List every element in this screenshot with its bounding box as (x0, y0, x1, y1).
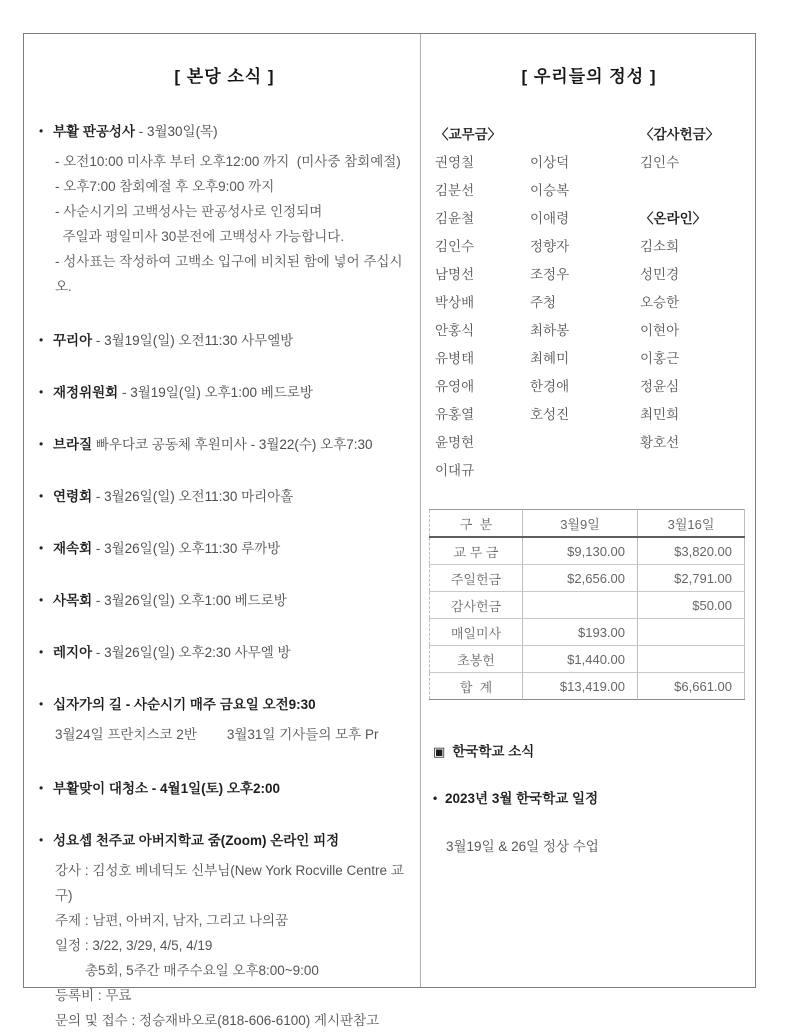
item-subline: 강사 : 김성호 베네딕도 신부님(New York Rocville Centre 교구) (55, 863, 404, 903)
row-label-cell: 매일미사 (430, 619, 523, 646)
item-text: 빠우다코 공동체 후원미사 - 3월22(수) 오후7:30 (92, 437, 373, 452)
parish-news-section (24, 34, 421, 1028)
item-title: 부활 판공성사 (53, 124, 135, 139)
row-label-cell: 감사헌금 (430, 592, 523, 619)
item-subline: 일정 : 3/22, 3/29, 4/5, 4/19 (55, 938, 213, 953)
item-sublines (39, 722, 410, 747)
table-header-row (430, 510, 745, 538)
bullet-item (39, 830, 410, 1033)
name-cell: 유홍열 (435, 407, 475, 422)
bullet-item (39, 694, 410, 747)
bullet-item-line (39, 778, 410, 799)
bullet-icon: • (39, 124, 44, 138)
korean-school-schedule-title (433, 787, 745, 807)
bullet-item-line (39, 330, 410, 351)
name-cell (640, 177, 745, 205)
item-title: 브라질 (53, 437, 93, 452)
item-title: 재속회 (53, 541, 93, 556)
amount-cell (523, 592, 638, 619)
item-subline: 등록비 : 무료 (55, 988, 132, 1003)
name-cell: 유영애 (435, 379, 475, 394)
name-cell: 최민희 (640, 407, 680, 422)
item-subline: - 오후7:00 참회예절 후 오후9:00 까지 (55, 179, 275, 194)
bullet-item (39, 590, 410, 611)
item-text: - 3월19일(일) 오전11:30 사무엘방 (92, 333, 294, 348)
bullet-item-line (39, 382, 410, 403)
item-title: 레지아 (53, 645, 93, 660)
group-header: 〈교무금〉 (435, 127, 502, 142)
item-title: 성요셉 천주교 아버지학교 줌(Zoom) 온라인 피정 (53, 833, 340, 848)
table-header-cell: 3월9일 (523, 510, 638, 538)
name-cell: 김인수 (640, 155, 680, 170)
item-text: - 3월26일(일) 오후11:30 루까방 (92, 541, 281, 556)
amount-cell: $13,419.00 (523, 673, 638, 700)
bullet-icon: • (39, 541, 44, 555)
bullet-item (39, 121, 410, 299)
name-cell: 안홍식 (435, 323, 475, 338)
table-row (430, 646, 745, 673)
row-label-cell: 합 계 (459, 679, 493, 695)
name-cell: 이애령 (530, 211, 570, 226)
bullet-item (39, 382, 410, 403)
amount-cell: $9,130.00 (523, 537, 638, 565)
amount-cell: $3,820.00 (638, 537, 745, 565)
bullet-item (39, 642, 410, 663)
name-cell: 이현아 (640, 323, 680, 338)
table-header-cell: 3월16일 (638, 510, 745, 538)
amount-cell (638, 619, 745, 646)
name-cell: 최하봉 (530, 323, 570, 338)
item-title: 십자가의 길 - 사순시기 매주 금요일 오전9:30 (53, 697, 316, 712)
amount-cell: $50.00 (638, 592, 745, 619)
bullet-item (39, 778, 410, 799)
row-label-cell: 주일헌금 (430, 565, 523, 592)
name-cell: 김인수 (435, 239, 475, 254)
bulletin-frame (23, 33, 756, 1028)
item-subline: - 사순시기의 고백성사는 판공성사로 인정되며 (55, 204, 323, 219)
name-cell: 오승한 (640, 295, 680, 310)
item-title: 연령회 (53, 489, 93, 504)
bullet-icon: • (39, 645, 44, 659)
amount-cell: $193.00 (523, 619, 638, 646)
name-cell: 윤명현 (435, 435, 475, 450)
name-cell: 황호선 (640, 435, 680, 450)
amount-cell (638, 646, 745, 673)
name-cell: 유병태 (435, 351, 475, 366)
offerings-title: [ 우리들의 정성 ] (521, 67, 657, 86)
bullet-item-line (39, 486, 410, 507)
name-cell: 조정우 (530, 267, 570, 282)
name-cell: 성민경 (640, 267, 680, 282)
bullet-item (39, 330, 410, 351)
item-text: - 3월26일(일) 오후2:30 사무엘 방 (92, 645, 291, 660)
bullet-item-line (39, 434, 410, 455)
bullet-icon: • (39, 697, 44, 711)
item-text: - 3월19일(일) 오후1:00 베드로방 (118, 385, 313, 400)
name-cell: 김분선 (435, 183, 475, 198)
bullet-item-line (39, 538, 410, 559)
bullet-item (39, 538, 410, 559)
bullet-item (39, 486, 410, 507)
name-cell: 이승복 (530, 183, 570, 198)
name-cell: 한경애 (530, 379, 570, 394)
name-cell: 주청 (530, 295, 557, 310)
amount-cell: $1,440.00 (523, 646, 638, 673)
amount-cell: $2,791.00 (638, 565, 745, 592)
bullet-icon: • (39, 833, 44, 847)
table-row (430, 565, 745, 592)
bullet-item-line (39, 590, 410, 611)
row-label-cell: 교 무 금 (430, 537, 523, 565)
korean-school-heading-text: 한국학교 소식 (452, 744, 535, 759)
name-cell: 호성진 (530, 407, 570, 422)
offerings-table (429, 509, 745, 700)
item-title: 부활맞이 대청소 - 4월1일(토) 오후2:00 (53, 781, 281, 796)
item-title: 꾸리아 (53, 333, 93, 348)
bullet-icon: • (39, 385, 44, 399)
item-subline: - 오전10:00 미사후 부터 오후12:00 까지 (미사중 참회예절) (55, 154, 401, 169)
square-icon: ▣ (433, 744, 446, 759)
table-row (430, 592, 745, 619)
bullet-item-line (39, 694, 410, 715)
group-header: 〈감사헌금〉 (640, 127, 720, 142)
item-title: 재정위원회 (53, 385, 119, 400)
bullet-icon: • (39, 333, 44, 347)
item-subline: 주제 : 남편, 아버지, 남자, 그리고 나의꿈 (55, 913, 289, 928)
korean-school-heading (433, 740, 745, 760)
item-subline: 3월24일 프란치스코 2반 3월31일 기사들의 모후 Pr (55, 727, 379, 742)
name-cell: 이대규 (435, 463, 475, 478)
bullet-icon: • (39, 437, 44, 451)
bullet-item-line (39, 121, 410, 142)
item-subline: 주일과 평일미사 30분전에 고백성사 가능합니다. (55, 229, 345, 244)
table-row (430, 537, 745, 565)
korean-school-section (433, 740, 745, 855)
name-cell: 정윤심 (640, 379, 680, 394)
item-text: - 3월26일(일) 오후1:00 베드로방 (92, 593, 287, 608)
names-grid (435, 121, 745, 485)
row-label-cell: 초봉헌 (430, 646, 523, 673)
bullet-icon: • (433, 791, 438, 805)
bullet-icon: • (39, 781, 44, 795)
name-cell: 박상배 (435, 295, 475, 310)
table-header-cell: 구 분 (430, 510, 523, 538)
name-cell: 남명선 (435, 267, 475, 282)
korean-school-schedule-title-text: 2023년 3월 한국학교 일정 (445, 791, 599, 806)
name-cell: 정향자 (530, 239, 570, 254)
name-cell (640, 457, 745, 485)
amount-cell: $6,661.00 (638, 673, 745, 700)
item-text: - 3월30일(목) (135, 124, 218, 139)
name-cell: 이상덕 (530, 155, 570, 170)
item-sublines (39, 858, 410, 1033)
name-cell: 김윤철 (435, 211, 475, 226)
korean-school-schedule-line: 3월19일 & 26일 정상 수업 (446, 839, 599, 854)
item-subline: 총5회, 5주간 매주수요일 오후8:00~9:00 (55, 963, 319, 978)
group-header: 〈온라인〉 (640, 211, 707, 226)
bullet-icon: • (39, 593, 44, 607)
item-text: - 3월26일(일) 오전11:30 마리아홀 (92, 489, 294, 504)
name-cell (530, 121, 640, 149)
name-cell: 권영칠 (435, 155, 475, 170)
item-subline: - 성사표는 작성하여 고백소 입구에 비치된 함에 넣어 주십시오. (55, 254, 403, 294)
table-body (430, 537, 745, 700)
left-items (39, 121, 410, 1033)
bullet-item-line (39, 642, 410, 663)
item-title: 사목회 (53, 593, 93, 608)
bullet-icon: • (39, 489, 44, 503)
name-cell: 최혜미 (530, 351, 570, 366)
item-subline: 문의 및 접수 : 정승재바오로(818-606-6100) 게시판참고 (55, 1013, 380, 1028)
name-cell: 김소희 (640, 239, 680, 254)
name-cell (530, 429, 640, 457)
offerings-section (421, 34, 755, 987)
table-row (430, 619, 745, 646)
parish-news-title: [ 본당 소식 ] (174, 67, 275, 86)
name-cell (530, 457, 640, 485)
bullet-item (39, 434, 410, 455)
name-cell: 이홍근 (640, 351, 680, 366)
table-row (430, 673, 745, 700)
amount-cell: $2,656.00 (523, 565, 638, 592)
bullet-item-line (39, 830, 410, 851)
item-sublines (39, 149, 410, 299)
